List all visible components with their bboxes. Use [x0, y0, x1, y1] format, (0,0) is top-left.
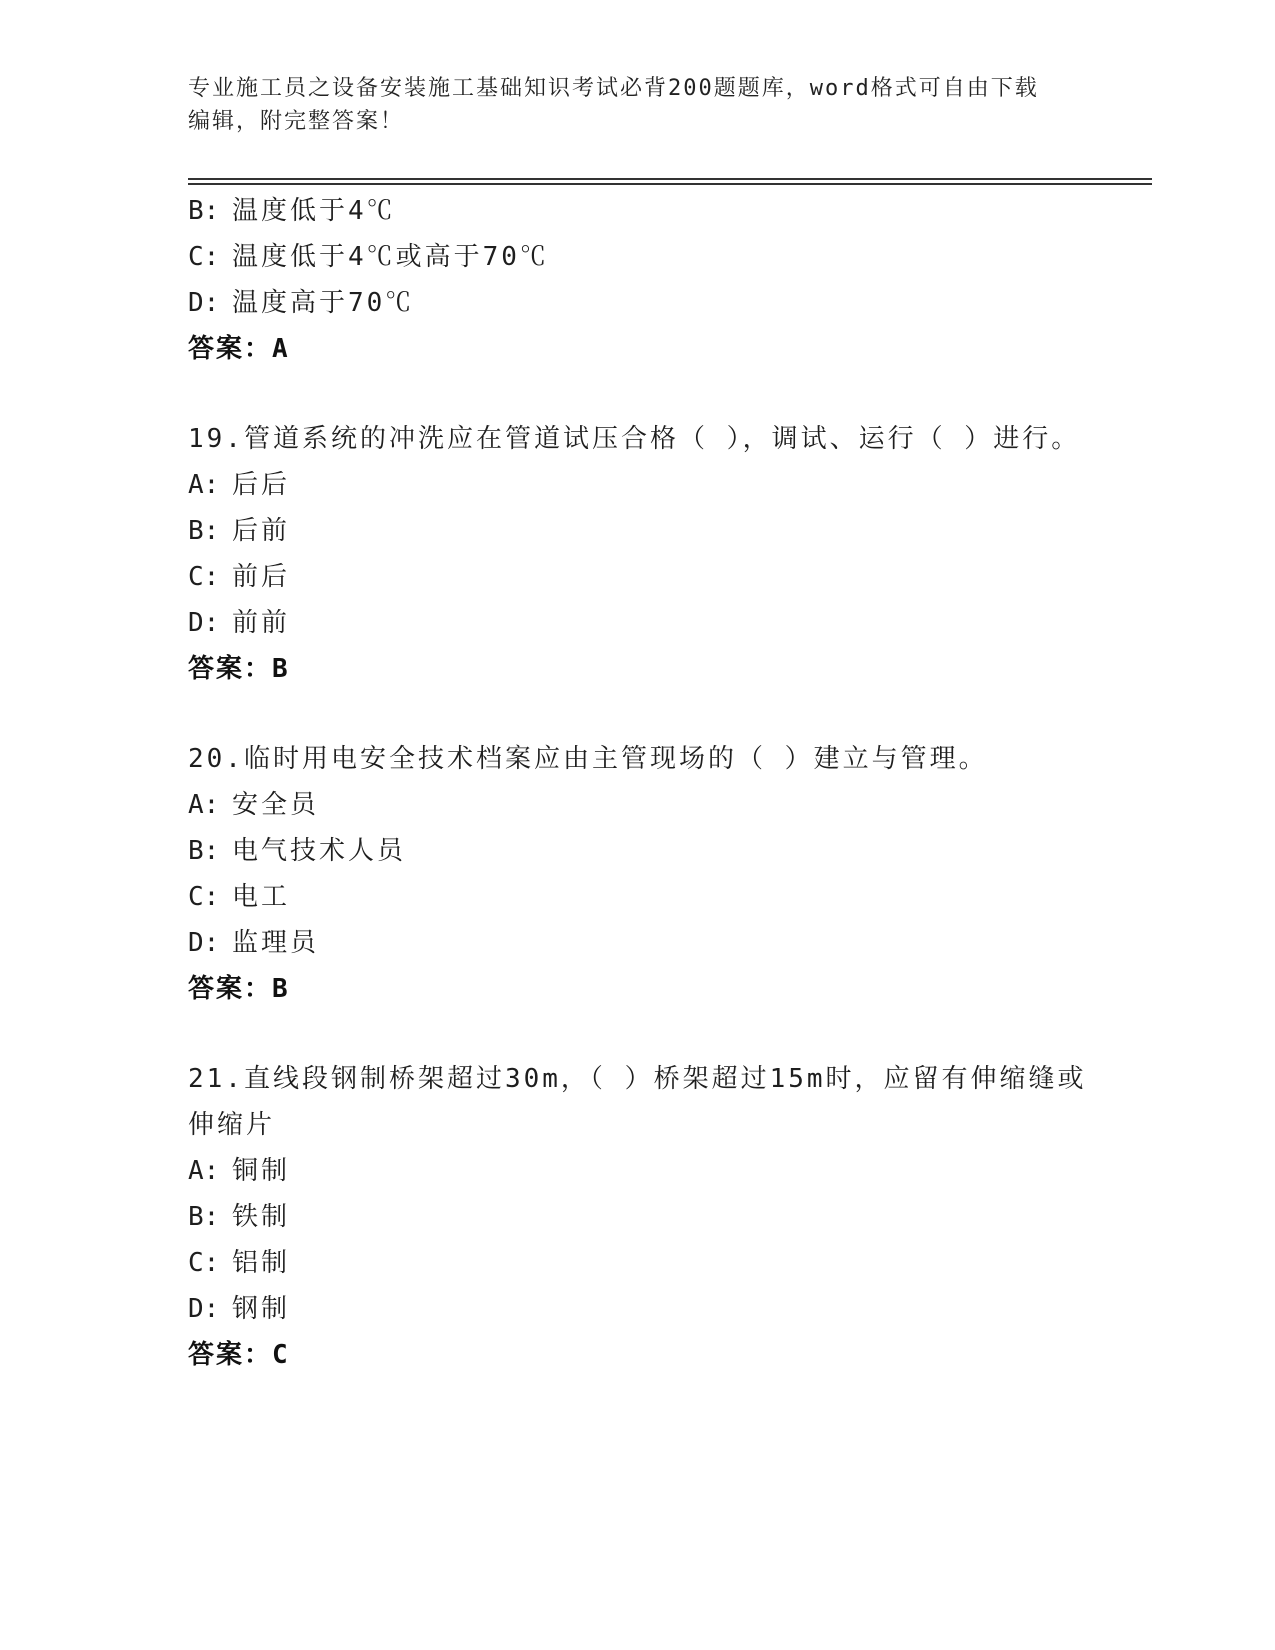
- header-divider-top: [188, 178, 1152, 180]
- option-a: [188, 782, 1088, 828]
- option-d: [188, 1286, 1088, 1332]
- option-letter: C:: [188, 562, 220, 592]
- option-letter: B:: [188, 836, 220, 866]
- header-line-1: 专业施工员之设备安装施工基础知识考试必背200题题库，word格式可自由下载: [188, 76, 1039, 101]
- option-a: [188, 462, 1088, 508]
- option-b: [188, 828, 1088, 874]
- option-b: [188, 1194, 1088, 1240]
- answer: 答案：B: [188, 654, 290, 684]
- option-d: [188, 600, 1088, 646]
- spacer: [188, 692, 1088, 736]
- option-letter: C:: [188, 242, 220, 272]
- option-text: 前后: [232, 562, 291, 592]
- option-c: [188, 554, 1088, 600]
- option-text: 铝制: [232, 1248, 291, 1278]
- option-text: 电气技术人员: [232, 836, 407, 866]
- option-c: [188, 874, 1088, 920]
- option-letter: B:: [188, 516, 220, 546]
- option-text: 后前: [232, 516, 291, 546]
- answer: 答案：C: [188, 1340, 290, 1370]
- question-20: [188, 736, 1088, 1012]
- question-stem: 20.临时用电安全技术档案应由主管现场的（ ）建立与管理。: [188, 744, 988, 774]
- option-text: 温度低于4℃: [232, 196, 396, 226]
- answer: 答案：B: [188, 974, 290, 1004]
- spacer: [188, 1012, 1088, 1056]
- option-text: 安全员: [232, 790, 320, 820]
- option-letter: B:: [188, 196, 220, 226]
- option-text: 铁制: [232, 1202, 291, 1232]
- question-list: [188, 188, 1088, 1378]
- option-letter: A:: [188, 1156, 220, 1186]
- header-divider-bottom: [188, 183, 1152, 185]
- option-c: [188, 234, 1088, 280]
- option-text: 钢制: [232, 1294, 291, 1324]
- option-letter: A:: [188, 790, 220, 820]
- option-d: [188, 280, 1088, 326]
- option-b: [188, 188, 1088, 234]
- answer: 答案：A: [188, 334, 290, 364]
- question-21: [188, 1056, 1088, 1378]
- option-text: 电工: [232, 882, 291, 912]
- option-letter: D:: [188, 288, 220, 318]
- option-text: 前前: [232, 608, 291, 638]
- question-stem: 19.管道系统的冲洗应在管道试压合格（ ），调试、运行（ ）进行。: [188, 424, 1081, 454]
- option-text: 铜制: [232, 1156, 291, 1186]
- question-18: [188, 188, 1088, 372]
- option-letter: D:: [188, 928, 220, 958]
- question-stem-line-1: 21.直线段钢制桥架超过30m，（ ）桥架超过15m时，应留有伸缩缝或: [188, 1064, 1087, 1094]
- option-letter: A:: [188, 470, 220, 500]
- option-letter: D:: [188, 608, 220, 638]
- option-c: [188, 1240, 1088, 1286]
- option-letter: C:: [188, 1248, 220, 1278]
- option-letter: C:: [188, 882, 220, 912]
- option-text: 温度高于70℃: [232, 288, 415, 318]
- document-header: [188, 72, 1088, 138]
- option-text: 监理员: [232, 928, 320, 958]
- option-b: [188, 508, 1088, 554]
- header-line-2: 编辑，附完整答案！: [188, 109, 405, 134]
- option-d: [188, 920, 1088, 966]
- option-a: [188, 1148, 1088, 1194]
- question-stem-line-2: 伸缩片: [188, 1110, 276, 1140]
- option-text: 后后: [232, 470, 291, 500]
- option-letter: D:: [188, 1294, 220, 1324]
- spacer: [188, 372, 1088, 416]
- question-19: [188, 416, 1088, 692]
- option-letter: B:: [188, 1202, 220, 1232]
- option-text: 温度低于4℃或高于70℃: [232, 242, 549, 272]
